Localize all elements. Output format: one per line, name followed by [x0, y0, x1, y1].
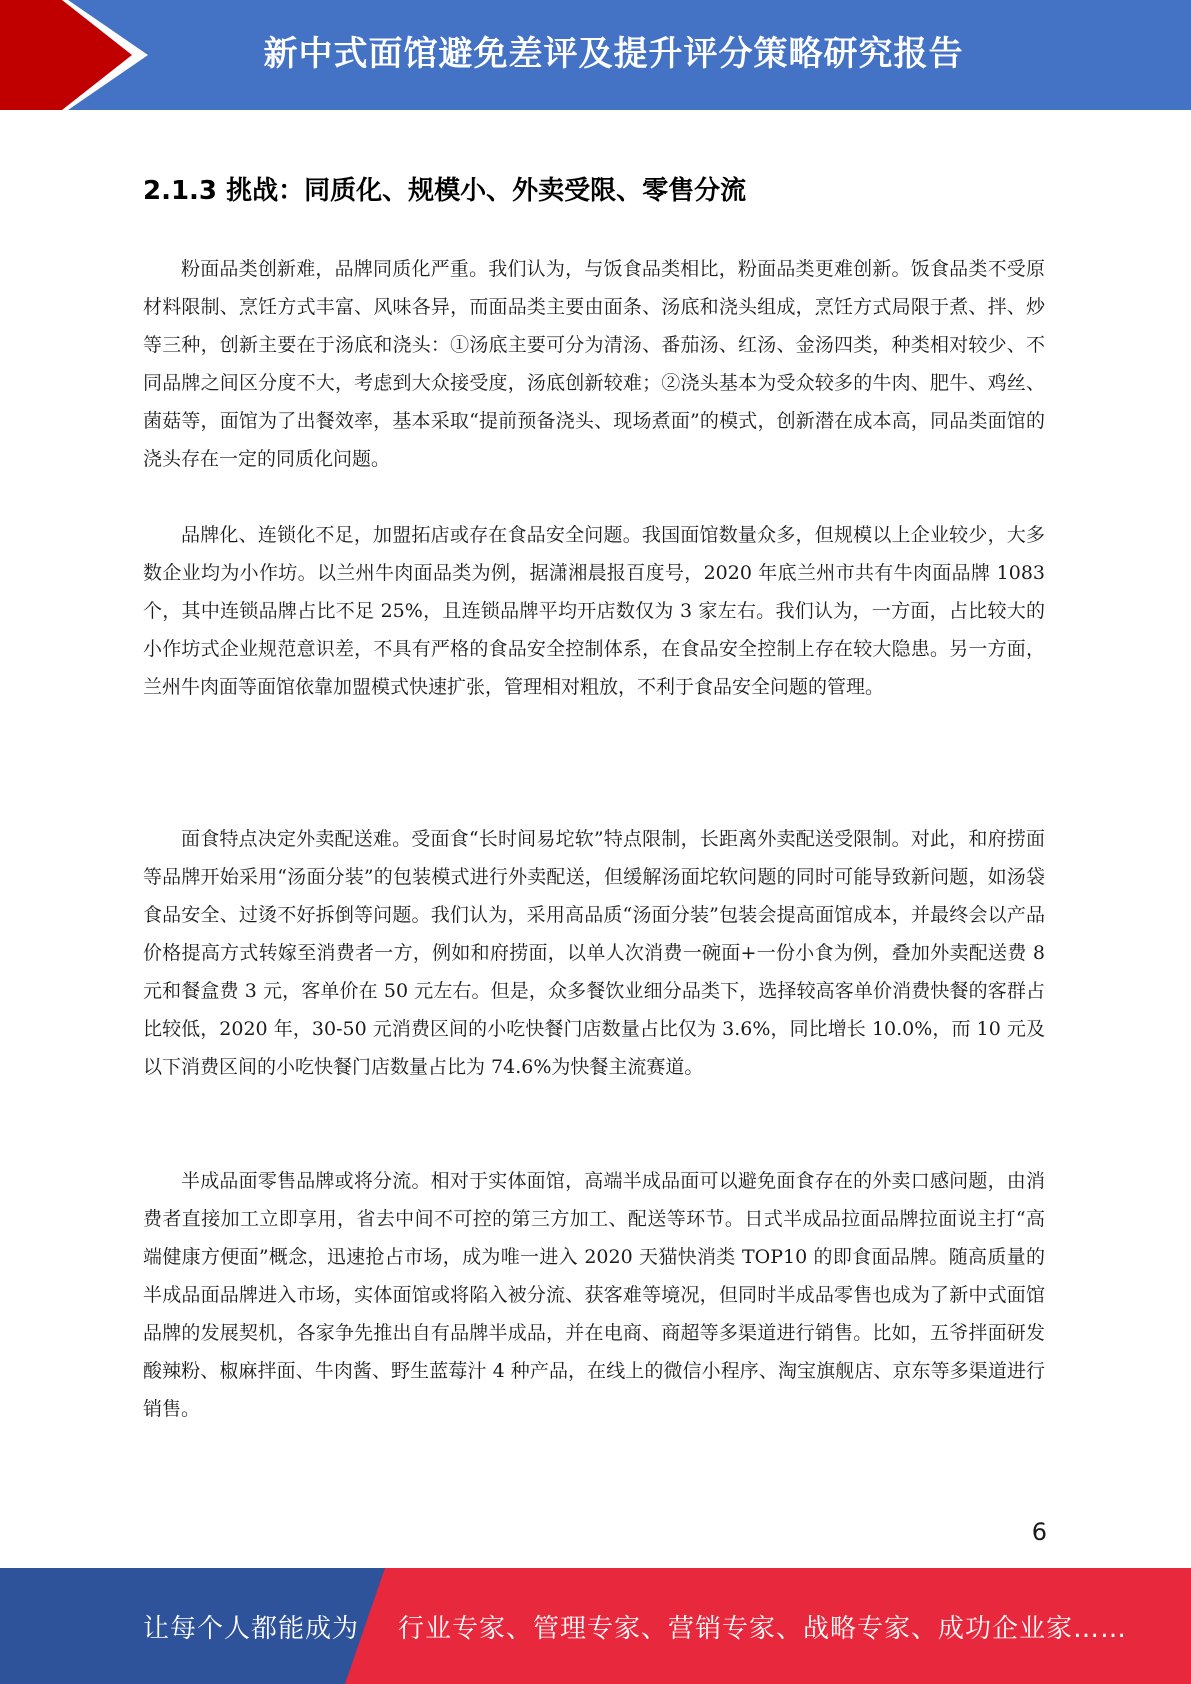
- page-footer: [0, 1568, 1191, 1684]
- body-paragraph: 品牌化、连锁化不足，加盟拓店或存在食品安全问题。我国面馆数量众多，但规模以上企业较少，大多数企业均为小作坊。以兰州牛肉面品类为例，据潇湘晨报百度号，2020 年底兰州市共有牛肉面品牌 1083 个，其中连锁品牌占比不足 25%，且连锁品牌平均开店数仅为 3 家左右。我们认为，一方面，占比较大的小作坊式企业规范意识差，不具有严格的食品安全控制体系，在食品安全控制上存在较大隐患。另一方面，兰州牛肉面等面馆依靠加盟模式快速扩张，管理相对粗放，不利于食品安全问题的管理。: [143, 524, 1045, 698]
- section-heading: 2.1.3 挑战：同质化、规模小、外卖受限、零售分流: [143, 176, 747, 206]
- body-paragraph: 粉面品类创新难，品牌同质化严重。我们认为，与饭食品类相比，粉面品类更难创新。饭食品类不受原材料限制、烹饪方式丰富、风味各异，而面品类主要由面条、汤底和浇头组成，烹饪方式局限于煮、拌、炒等三种，创新主要在于汤底和浇头：①汤底主要可分为清汤、番茄汤、红汤、金汤四类，种类相对较少、不同品牌之间区分度不大，考虑到大众接受度，汤底创新较难；②浇头基本为受众较多的牛肉、肥牛、鸡丝、菌菇等，面馆为了出餐效率，基本采取“提前预备浇头、现场煮面”的模式，创新潜在成本高，同品类面馆的浇头存在一定的同质化问题。: [143, 258, 1045, 470]
- page-number: 6: [1031, 1518, 1047, 1546]
- footer-slogan-right: 行业专家、管理专家、营销专家、战略专家、成功企业家……: [398, 1614, 1128, 1644]
- body-paragraph: 半成品面零售品牌或将分流。相对于实体面馆，高端半成品面可以避免面食存在的外卖口感问题，由消费者直接加工立即享用，省去中间不可控的第三方加工、配送等环节。日式半成品拉面品牌拉面说主打“高端健康方便面”概念，迅速抢占市场，成为唯一进入 2020 天猫快消类 TOP10 的即食面品牌。随高质量的半成品面品牌进入市场，实体面馆或将陷入被分流、获客难等境况，但同时半成品零售也成为了新中式面馆品牌的发展契机，各家争先推出自有品牌半成品，并在电商、商超等多渠道进行销售。比如，五爷拌面研发酸辣粉、椒麻拌面、牛肉酱、野生蓝莓汁 4 种产品，在线上的微信小程序、淘宝旗舰店、京东等多渠道进行销售。: [143, 1170, 1045, 1420]
- page-header: [0, 0, 1191, 110]
- body-paragraph: 面食特点决定外卖配送难。受面食“长时间易坨软”特点限制，长距离外卖配送受限制。对此，和府捞面等品牌开始采用“汤面分装”的包装模式进行外卖配送，但缓解汤面坨软问题的同时可能导致新问题，如汤袋食品安全、过烫不好拆倒等问题。我们认为，采用高品质“汤面分装”包装会提高面馆成本，并最终会以产品价格提高方式转嫁至消费者一方，例如和府捞面，以单人次消费一碗面+一份小食为例，叠加外卖配送费 8 元和餐盒费 3 元，客单价在 50 元左右。但是，众多餐饮业细分品类下，选择较高客单价消费快餐的客群占比较低，2020 年，30-50 元消费区间的小吃快餐门店数量占比仅为 3.6%，同比增长 10.0%，而 10 元及以下消费区间的小吃快餐门店数量占比为 74.6%为快餐主流赛道。: [143, 828, 1045, 1078]
- report-title: 新中式面馆避免差评及提升评分策略研究报告: [263, 34, 964, 74]
- footer-slogan-left: 让每个人都能成为: [143, 1614, 360, 1644]
